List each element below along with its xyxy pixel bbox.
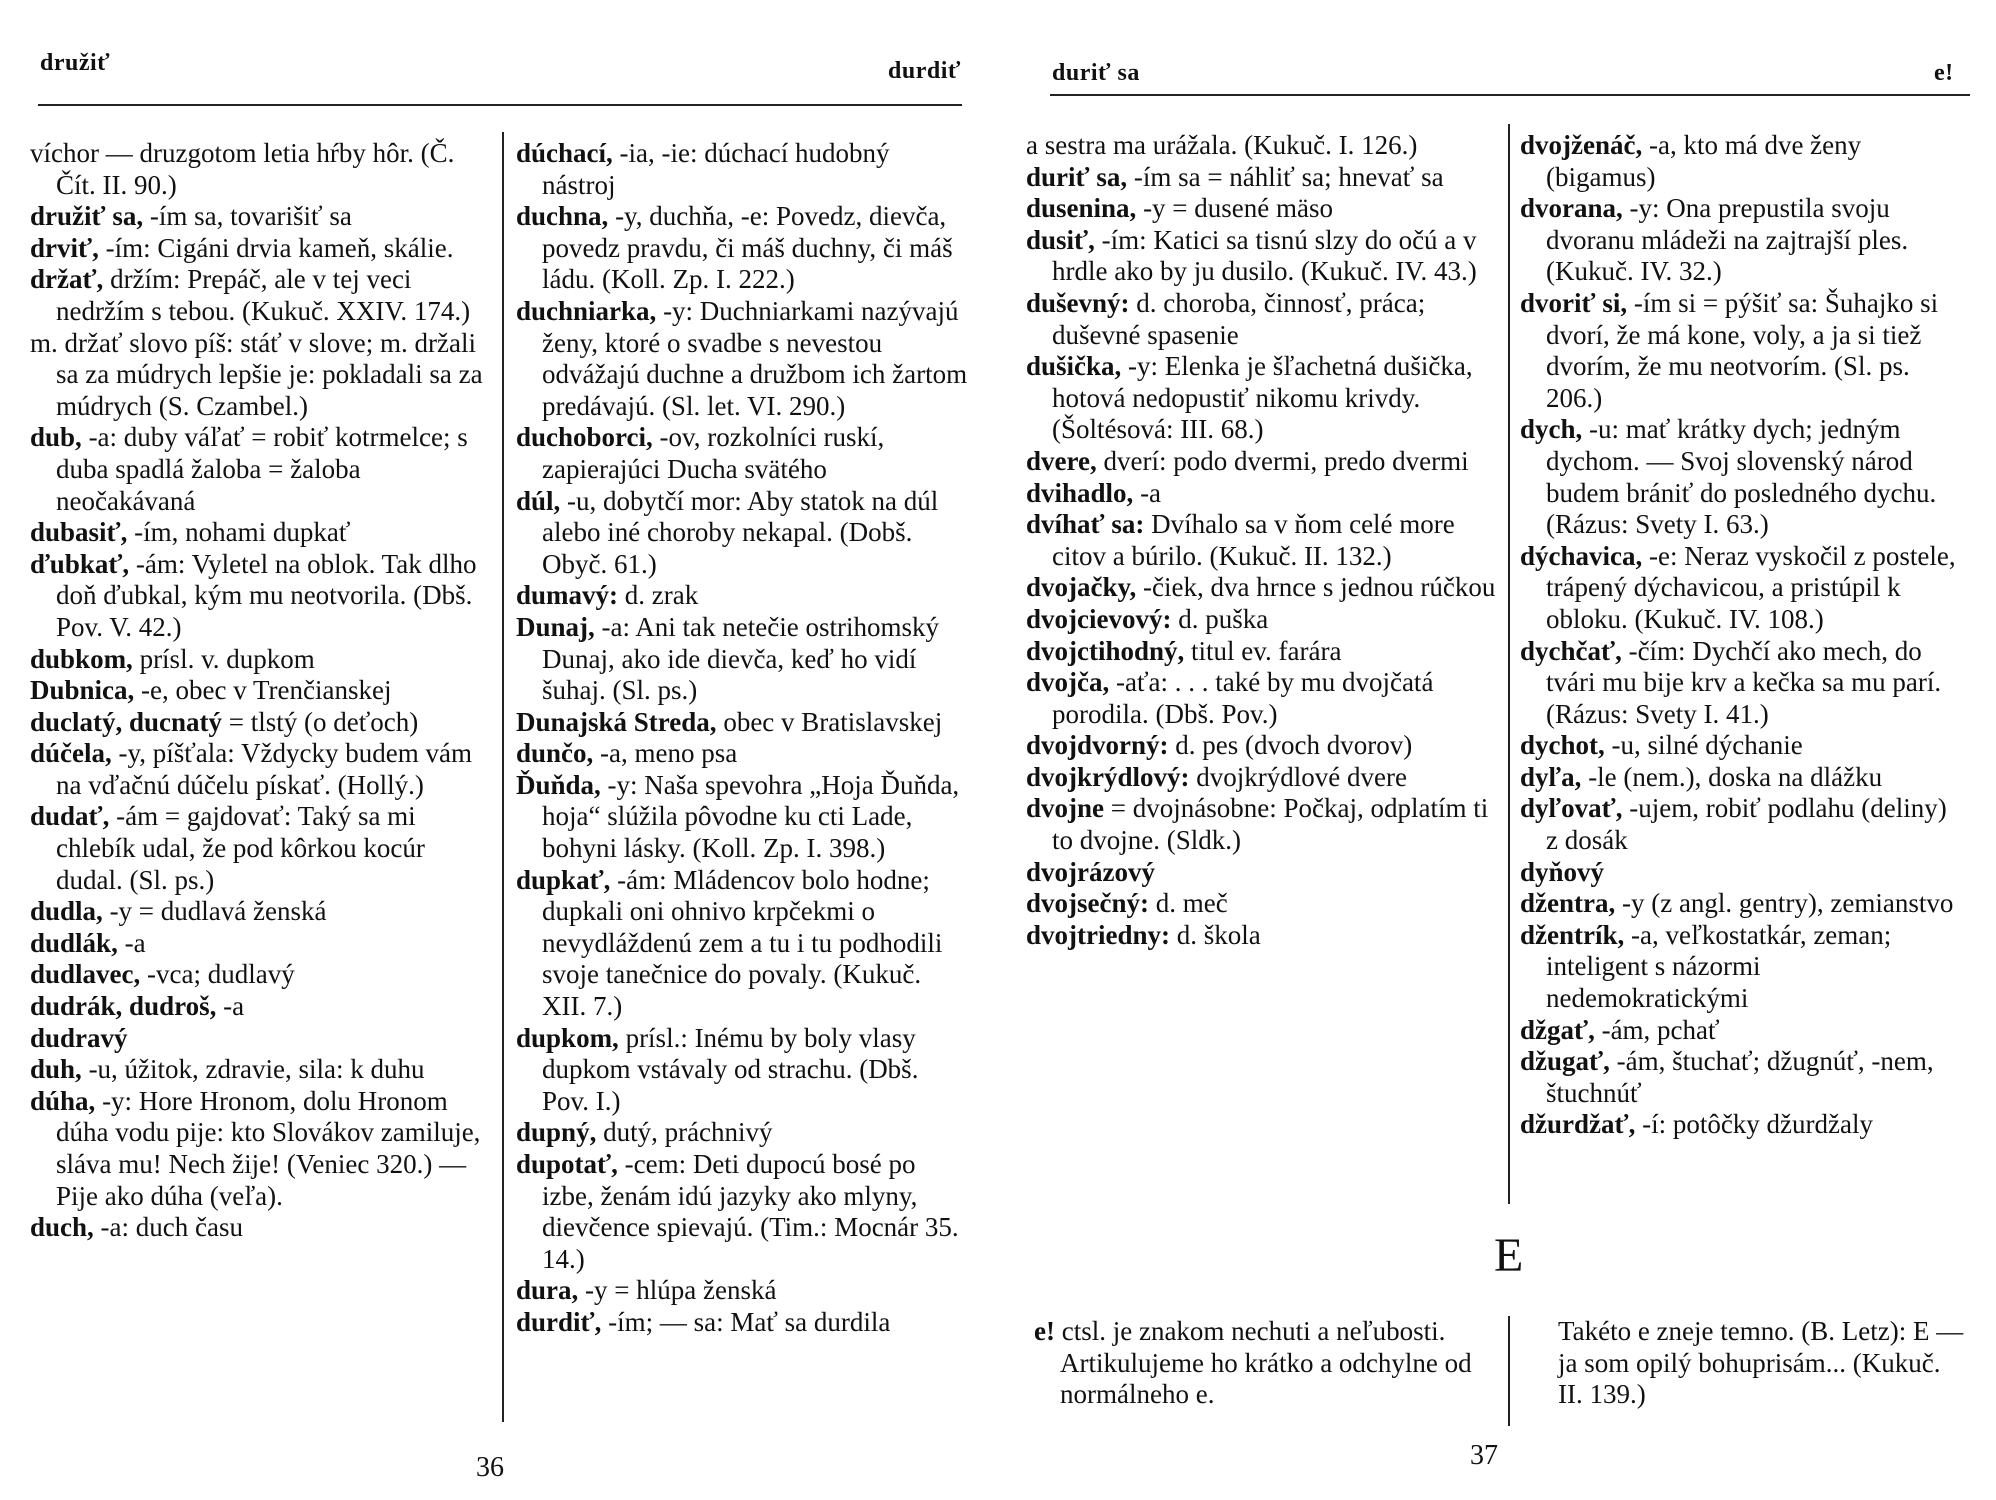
dictionary-entry: [516, 201, 968, 296]
dictionary-entry: [30, 422, 490, 517]
definition: -e, obec v Trenčianskej: [134, 675, 392, 706]
headword: dúl,: [516, 485, 561, 516]
dictionary-entry: [516, 138, 968, 201]
headword: dvorana,: [1520, 193, 1623, 224]
definition: víchor — druzgotom letia hŕby hôr. (Č. Čít. II. 90.): [30, 138, 455, 200]
definition: -e: Neraz vyskočil z postele, trápený dýchavicou, a pristúpil k obloku. (Kukuč. IV. 108.): [1546, 540, 1956, 634]
definition: d. puška: [1171, 603, 1269, 634]
headword: dudravý: [30, 1022, 128, 1053]
definition: -y: Hore Hronom, dolu Hronom dúha vodu pije: kto Slovákov zamiluje, sláva mu! Nech žije! (Veniec 320.) — Pije ako dúha (veľa).: [56, 1085, 481, 1211]
definition: -a: duby váľať = robiť kotrmelce; s duba spadlá žaloba = žaloba neočakávaná: [56, 422, 468, 516]
definition: -a: Ani tak netečie ostrihomský Dunaj, ako ide dievča, keď ho vidí šuhaj. (Sl. ps.): [542, 611, 939, 706]
continuation-text: Takéto e zneje temno. (B. Letz): E — ja som opilý bohuprisám... (Kukuč. II. 139.): [1558, 1316, 1964, 1410]
running-head-right: e!: [1934, 60, 1954, 86]
dictionary-entry: [1026, 730, 1496, 762]
headword: dych,: [1520, 414, 1583, 445]
headword: džgať,: [1520, 1014, 1595, 1045]
headword: dupný,: [516, 1117, 597, 1148]
dictionary-entry: [30, 1023, 490, 1055]
headword: držať,: [30, 264, 104, 295]
definition: -ám = gajdovať: Taký sa mi chlebík udal, že pod kôrkou kocúr dudal. (Sl. ps.): [56, 801, 425, 895]
dictionary-entry: [30, 675, 490, 707]
page-number: 36: [476, 1452, 504, 1483]
dictionary-entry: [1026, 762, 1496, 794]
definition: -y, píšťala: Vždycky budem vám na vďačnú dúčelu pískať. (Hollý.): [56, 738, 472, 800]
dictionary-entry: [516, 1149, 968, 1275]
definition: -y, duchňa, -e: Povedz, dievča, povedz pravdu, či máš duchny, či máš ládu. (Koll. Zp. I. 222.): [542, 201, 953, 295]
definition: -a, kto má dve ženy (bigamus): [1546, 130, 1862, 192]
dictionary-entry: [30, 991, 490, 1023]
dictionary-entry: [516, 296, 968, 422]
headword: dudrák, dudroš,: [30, 991, 217, 1022]
dictionary-entry: [1520, 414, 1964, 540]
dictionary-entry: [1026, 193, 1496, 225]
dictionary-entry: [1026, 351, 1496, 446]
dictionary-entry: [516, 707, 968, 739]
dictionary-entry: [1026, 288, 1496, 351]
running-head-right: durdiť: [888, 58, 961, 84]
dictionary-entry: [1520, 193, 1964, 288]
definition: -ím, nohami dupkať: [127, 517, 351, 548]
headword: dubkom,: [30, 643, 133, 674]
headword: duclatý, ducnatý: [30, 706, 223, 737]
definition: -a: duch času: [93, 1212, 243, 1243]
dictionary-entry: [30, 959, 490, 991]
definition: -y: Elenka je šľachetná dušička, hotová nedopustiť nikomu krivdy. (Šoltésová: III. 68.): [1052, 351, 1473, 445]
definition: -aťa: . . . také by mu dvojčatá porodila. (Dbš. Pov.): [1052, 667, 1434, 729]
headword: Ďuňda,: [516, 769, 601, 800]
headword: dub,: [30, 422, 82, 453]
dictionary-entry: [30, 517, 490, 549]
headword: dychčať,: [1520, 635, 1622, 666]
dictionary-entry: [30, 896, 490, 928]
headword: duchniarka,: [516, 295, 657, 326]
headword: dúchací,: [516, 138, 613, 168]
page-number: 37: [1470, 1440, 1498, 1471]
headword: džentrík,: [1520, 919, 1625, 950]
dictionary-entry: [1520, 730, 1964, 762]
definition: -a: [1133, 477, 1162, 508]
definition: -ím: Cigáni drvia kameň, skálie.: [98, 232, 454, 263]
dictionary-entry: [516, 865, 968, 1023]
definition: -ov, rozkolníci ruskí, zapierajúci Ducha svätého: [542, 422, 885, 484]
headword: dupkať,: [516, 864, 611, 895]
dictionary-entry: [1520, 762, 1964, 794]
definition: dverí: podo dvermi, predo dvermi: [1096, 445, 1469, 476]
dictionary-entry: [1520, 1015, 1964, 1047]
headword: dvíhať sa:: [1026, 509, 1145, 540]
definition: -u, úžitok, zdravie, sila: k duhu: [81, 1054, 425, 1085]
definition: -ím si = pýšiť sa: Šuhajko si dvorí, že má kone, voly, a ja si tiež dvorím, že mu neotvorím. (Sl. ps. 206.): [1546, 287, 1939, 413]
dictionary-entry: [30, 1054, 490, 1086]
headword: dvojženáč,: [1520, 130, 1643, 160]
headword: dvoriť si,: [1520, 287, 1628, 318]
definition: d. pes (dvoch dvorov): [1168, 730, 1413, 761]
headword: duriť sa,: [1026, 161, 1128, 192]
headword: e!: [1034, 1316, 1055, 1346]
running-head-left: družiť: [40, 50, 111, 76]
headword: dyľa,: [1520, 761, 1582, 792]
dictionary-entry: [30, 644, 490, 676]
headword: dvojča,: [1026, 667, 1110, 698]
definition: -čím: Dychčí ako mech, do tvári mu bije krv a kečka sa mu parí. (Rázus: Svety I. 41.): [1546, 635, 1942, 729]
headword: dychot,: [1520, 730, 1605, 761]
dictionary-entry: [30, 928, 490, 960]
headword: dvojsečný:: [1026, 888, 1149, 919]
left-page-column-2: [516, 138, 968, 1339]
headword: dúha,: [30, 1085, 96, 1116]
section-letter: E: [1494, 1229, 1524, 1282]
running-head-left: duriť sa: [1052, 60, 1140, 86]
headword: dvojkrýdlový:: [1026, 761, 1190, 792]
definition: -u: mať krátky dych; jedným dychom. — Svoj slovenský národ budem brániť do posledného dychu. (Rázus: Svety I. 63.): [1546, 414, 1937, 540]
definition: d. choroba, činnosť, práca; duševné spasenie: [1052, 287, 1426, 350]
headword: dudlák,: [30, 927, 118, 958]
definition: -y: Ona prepustila svoju dvoranu mládeži na zajtrajší ples. (Kukuč. IV. 32.): [1546, 193, 1909, 287]
headword: družiť sa,: [30, 201, 144, 232]
dictionary-entry: [516, 1023, 968, 1118]
definition: d. zrak: [618, 580, 699, 611]
headword: dvojačky,: [1026, 572, 1137, 603]
dictionary-entry: [1026, 572, 1496, 604]
definition: -y = dusené mäso: [1136, 193, 1333, 224]
definition: = dvojnásobne: Počkaj, odplatím ti to dvojne. (Sldk.): [1052, 793, 1489, 856]
column-divider: [1508, 124, 1510, 1204]
definition: -y (z angl. gentry), zemianstvo: [1615, 888, 1954, 919]
definition: a sestra ma urážala. (Kukuč. I. 126.): [1026, 130, 1418, 160]
dictionary-entry: [30, 1212, 490, 1244]
headword: dyňový: [1520, 856, 1605, 887]
definition: -ám: Mládencov bolo hodne; dupkali oni ohnivo krpčekmi o nevydláždenú zem a tu i tu podhodili svoje tanečnice do povaly. (Kukuč. XII. 7.): [542, 864, 943, 1022]
definition: -a: [117, 927, 146, 958]
headword: dvojdvorný:: [1026, 730, 1169, 761]
dictionary-entry: [1026, 604, 1496, 636]
definition: -cem: Deti dupocú bosé po izbe, ženám idú jazyky ako mlyny, dievčence spievajú. (Tim.: Mocnár 35. 14.): [542, 1149, 959, 1274]
column-divider: [502, 132, 504, 1422]
headword: dvihadlo,: [1026, 477, 1134, 508]
dictionary-entry: [1026, 225, 1496, 288]
dictionary-entry: [1520, 793, 1964, 856]
dictionary-entry: [1026, 920, 1496, 952]
dictionary-entry: [1520, 636, 1964, 731]
dictionary-entry: [516, 422, 968, 485]
definition: -le (nem.), doska na dlážku: [1581, 761, 1883, 792]
headword: dvojtriedny:: [1026, 919, 1170, 950]
definition: -ujem, robiť podlahu (deliny) z dosák: [1546, 793, 1947, 856]
definition: d. škola: [1170, 919, 1261, 950]
dictionary-entry: [516, 580, 968, 612]
headword: dvojrázový: [1026, 856, 1155, 887]
headword: duševný:: [1026, 287, 1130, 318]
headword: dumavý:: [516, 580, 619, 611]
dictionary-entry: [30, 549, 490, 644]
definition: -ím: Katici sa tisnú slzy do očú a v hrdle ako by ju dusilo. (Kukuč. IV. 43.): [1052, 224, 1477, 287]
headword: drviť,: [30, 232, 99, 263]
dictionary-entry: [30, 1086, 490, 1212]
headword: Dunaj,: [516, 611, 595, 642]
dictionary-entry: [30, 328, 490, 423]
headword: dudla,: [30, 896, 103, 927]
definition: obec v Bratislavskej: [716, 706, 943, 737]
dictionary-entry: [1026, 478, 1496, 510]
headword: duchoborci,: [516, 422, 653, 453]
dictionary-entry: [1026, 130, 1496, 162]
right-page: [998, 0, 1996, 1500]
definition: -í: potôčky džurdžaly: [1635, 1109, 1874, 1140]
definition: -vca; dudlavý: [140, 959, 295, 990]
headword: dvojcievový:: [1026, 603, 1172, 634]
definition: = tlstý (o deťoch): [222, 706, 419, 737]
headword: dubasiť,: [30, 517, 128, 548]
dictionary-entry: [516, 1275, 968, 1307]
definition: -čiek, dva hrnce s jednou rúčkou: [1136, 572, 1496, 603]
headword: dyľovať,: [1520, 793, 1623, 824]
column-divider: [1508, 1316, 1510, 1426]
dictionary-entry: [1520, 541, 1964, 636]
dictionary-entry: [30, 801, 490, 896]
headword: džugať,: [1520, 1046, 1610, 1077]
definition: -y = dudlavá ženská: [102, 896, 327, 927]
headword: duh,: [30, 1054, 82, 1085]
headword: durdiť,: [516, 1306, 602, 1337]
dictionary-entry: [516, 738, 968, 770]
headword: Dubnica,: [30, 675, 135, 706]
dictionary-entry: [30, 264, 490, 327]
dictionary-entry: [516, 1117, 968, 1149]
definition: -ím; — sa: Mať sa durdila: [601, 1306, 891, 1337]
dictionary-entry: [30, 233, 490, 265]
dictionary-entry: [1026, 446, 1496, 478]
dictionary-entry: [1520, 857, 1964, 889]
definition: -y: Duchniarkami nazývajú ženy, ktoré o svadbe s nevestou odvážajú duchne a družbom ich žartom predávajú. (Sl. let. VI. 290.): [542, 295, 968, 421]
headword: dupkom,: [516, 1022, 619, 1053]
dictionary-entry: [30, 138, 490, 201]
dictionary-entry: [1026, 793, 1496, 856]
definition: dvojkrýdlové dvere: [1189, 761, 1407, 792]
headword: dvojctihodný,: [1026, 635, 1185, 666]
left-page-column-1: [30, 138, 490, 1244]
headword: dvojne: [1026, 793, 1105, 824]
dictionary-entry: [1026, 857, 1496, 889]
headword: dusenina,: [1026, 193, 1137, 224]
definition: -ám, štuchať; džugnúť, -nem, štuchnúť: [1546, 1046, 1934, 1108]
headword: dýchavica,: [1520, 540, 1643, 571]
definition: prísl.: Inému by boly vlasy dupkom vstávaly od strachu. (Dbš. Pov. I.): [542, 1022, 919, 1116]
right-page-column-1: [1026, 130, 1496, 951]
definition: d. meč: [1149, 888, 1228, 919]
headword: dvere,: [1026, 445, 1097, 476]
dictionary-entry: [516, 1307, 968, 1339]
definition: -a, veľkostatkár, zeman; inteligent s názormi nedemokratickými: [1546, 919, 1892, 1014]
headword: dura,: [516, 1275, 579, 1306]
dictionary-entry: [516, 770, 968, 865]
dictionary-entry: [1520, 920, 1964, 1015]
definition: -y: Naša spevohra „Hoja Ďuňda, hoja“ slúžila pôvodne ku cti Lade, bohyni lásky. (Koll. Zp. I. 398.): [542, 769, 960, 864]
definition: Dvíhalo sa v ňom celé more citov a búrilo. (Kukuč. II. 132.): [1052, 509, 1455, 571]
dictionary-entry: [1520, 1046, 1964, 1109]
dictionary-entry: [30, 738, 490, 801]
definition: ctsl. je znakom nechuti a neľubosti. Artikulujeme ho krátko a odchylne od normálneho e.: [1054, 1316, 1472, 1410]
definition: dutý, práchnivý: [596, 1117, 773, 1148]
headword: džentra,: [1520, 888, 1616, 919]
headword: dusiť,: [1026, 224, 1095, 255]
definition: m. držať slovo píš: stáť v slove; m. držali sa za múdrych lepšie je: pokladali sa za múdrych (S. Czambel.): [30, 327, 483, 421]
definition: -ia, -ie: dúchací hudobný nástroj: [542, 138, 890, 200]
dictionary-entry: [1026, 509, 1496, 572]
definition: -y = hlúpa ženská: [578, 1275, 777, 1306]
dictionary-entry: [1520, 888, 1964, 920]
definition: -a: [216, 991, 245, 1022]
definition: -a, meno psa: [593, 738, 738, 769]
dictionary-entry: [1026, 636, 1496, 668]
definition: držím: Prepáč, ale v tej veci nedržím s tebou. (Kukuč. XXIV. 174.): [56, 264, 471, 326]
right-page-column-2: [1520, 130, 1964, 1141]
dictionary-entry: [1026, 162, 1496, 194]
dictionary-entry: [1520, 130, 1964, 193]
definition: -ám, pchať: [1594, 1014, 1720, 1045]
entry-e-left: [1034, 1316, 1484, 1411]
dictionary-entry: [1520, 288, 1964, 414]
headword: ďubkať,: [30, 548, 130, 579]
headword: dupotať,: [516, 1149, 618, 1179]
dictionary-entry: [516, 612, 968, 707]
headword: džurdžať,: [1520, 1109, 1636, 1140]
headword: duchna,: [516, 201, 609, 232]
headword: Dunajská Streda,: [516, 706, 717, 737]
header-rule: [1050, 94, 1970, 96]
dictionary-entry: [30, 707, 490, 739]
dictionary-entry: [30, 201, 490, 233]
dictionary-entry: [1520, 1109, 1964, 1141]
headword: dušička,: [1026, 351, 1122, 382]
definition: prísl. v. dupkom: [132, 643, 315, 674]
dictionary-entry: [1026, 888, 1496, 920]
dictionary-entry: [516, 486, 968, 581]
dictionary-entry: [1026, 667, 1496, 730]
headword: dudať,: [30, 801, 110, 832]
entry-e-right: [1558, 1316, 1968, 1411]
definition: -u, silné dýchanie: [1604, 730, 1803, 761]
definition: titul ev. farára: [1184, 635, 1342, 666]
definition: -ím sa = náhliť sa; hnevať sa: [1127, 161, 1444, 192]
headword: dudlavec,: [30, 959, 141, 990]
header-rule: [38, 104, 962, 106]
headword: dunčo,: [516, 738, 594, 769]
headword: duch,: [30, 1212, 94, 1243]
definition: -ám: Vyletel na oblok. Tak dlho doň ďubkal, kým mu neotvorila. (Dbš. Pov. V. 42.): [56, 548, 477, 642]
definition: -ím sa, tovarišiť sa: [143, 201, 352, 232]
definition: -u, dobytčí mor: Aby statok na dúl alebo iné choroby nekapal. (Dobš. Obyč. 61.): [542, 485, 939, 579]
headword: dúčela,: [30, 738, 112, 769]
